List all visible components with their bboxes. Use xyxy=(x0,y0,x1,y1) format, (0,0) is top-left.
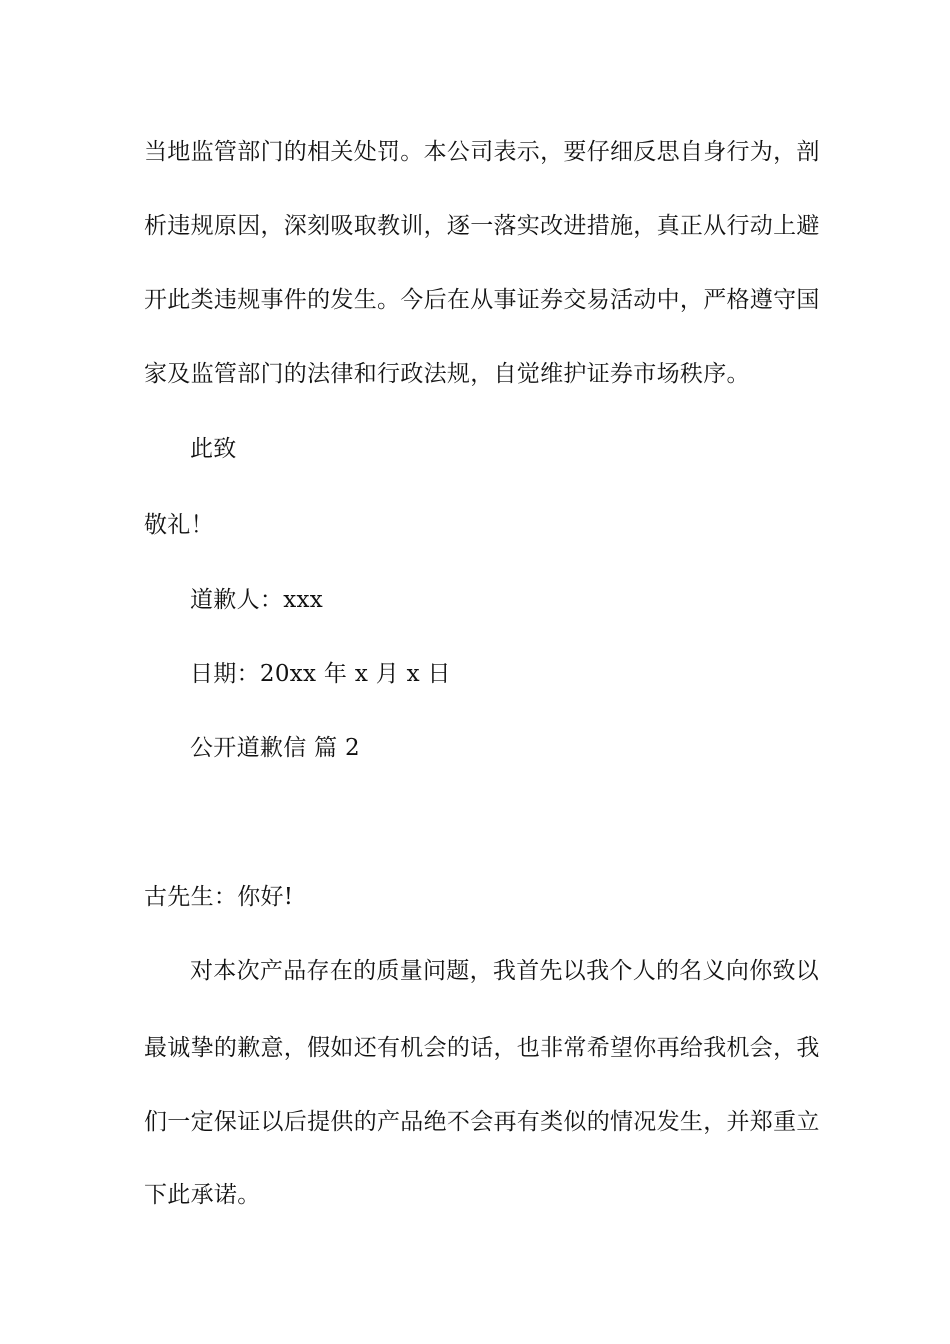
paragraph-2-line-3: 们一定保证以后提供的产品绝不会再有类似的情况发生，并郑重立 xyxy=(144,1109,820,1135)
greeting-text: 古先生：你好! xyxy=(144,884,294,910)
paragraph-1-line-3: 开此类违规事件的发生。今后在从事证券交易活动中，严格遵守国 xyxy=(144,287,820,313)
paragraph-1-line-1: 当地监管部门的相关处罚。本公司表示，要仔细反思自身行为，剖 xyxy=(144,139,820,165)
paragraph-1-line-4: 家及监管部门的法律和行政法规，自觉维护证券市场秩序。 xyxy=(144,361,750,387)
paragraph-2-line-4: 下此承诺。 xyxy=(144,1182,261,1208)
paragraph-1-line-2: 析违规原因，深刻吸取教训，逐一落实改进措施，真正从行动上避 xyxy=(144,213,820,239)
paragraph-2-line-2: 最诚挚的歉意，假如还有机会的话，也非常希望你再给我机会，我 xyxy=(144,1035,820,1061)
salutation-text: 敬礼！ xyxy=(144,512,214,538)
closing-text: 此致 xyxy=(190,436,237,462)
date-text: 日期：20xx 年 x 月 x 日 xyxy=(190,661,451,687)
paragraph-2-line-1: 对本次产品存在的质量问题，我首先以我个人的名义向你致以 xyxy=(190,958,820,984)
section-title: 公开道歉信 篇 2 xyxy=(190,735,360,761)
signer-text: 道歉人：xxx xyxy=(190,587,324,613)
